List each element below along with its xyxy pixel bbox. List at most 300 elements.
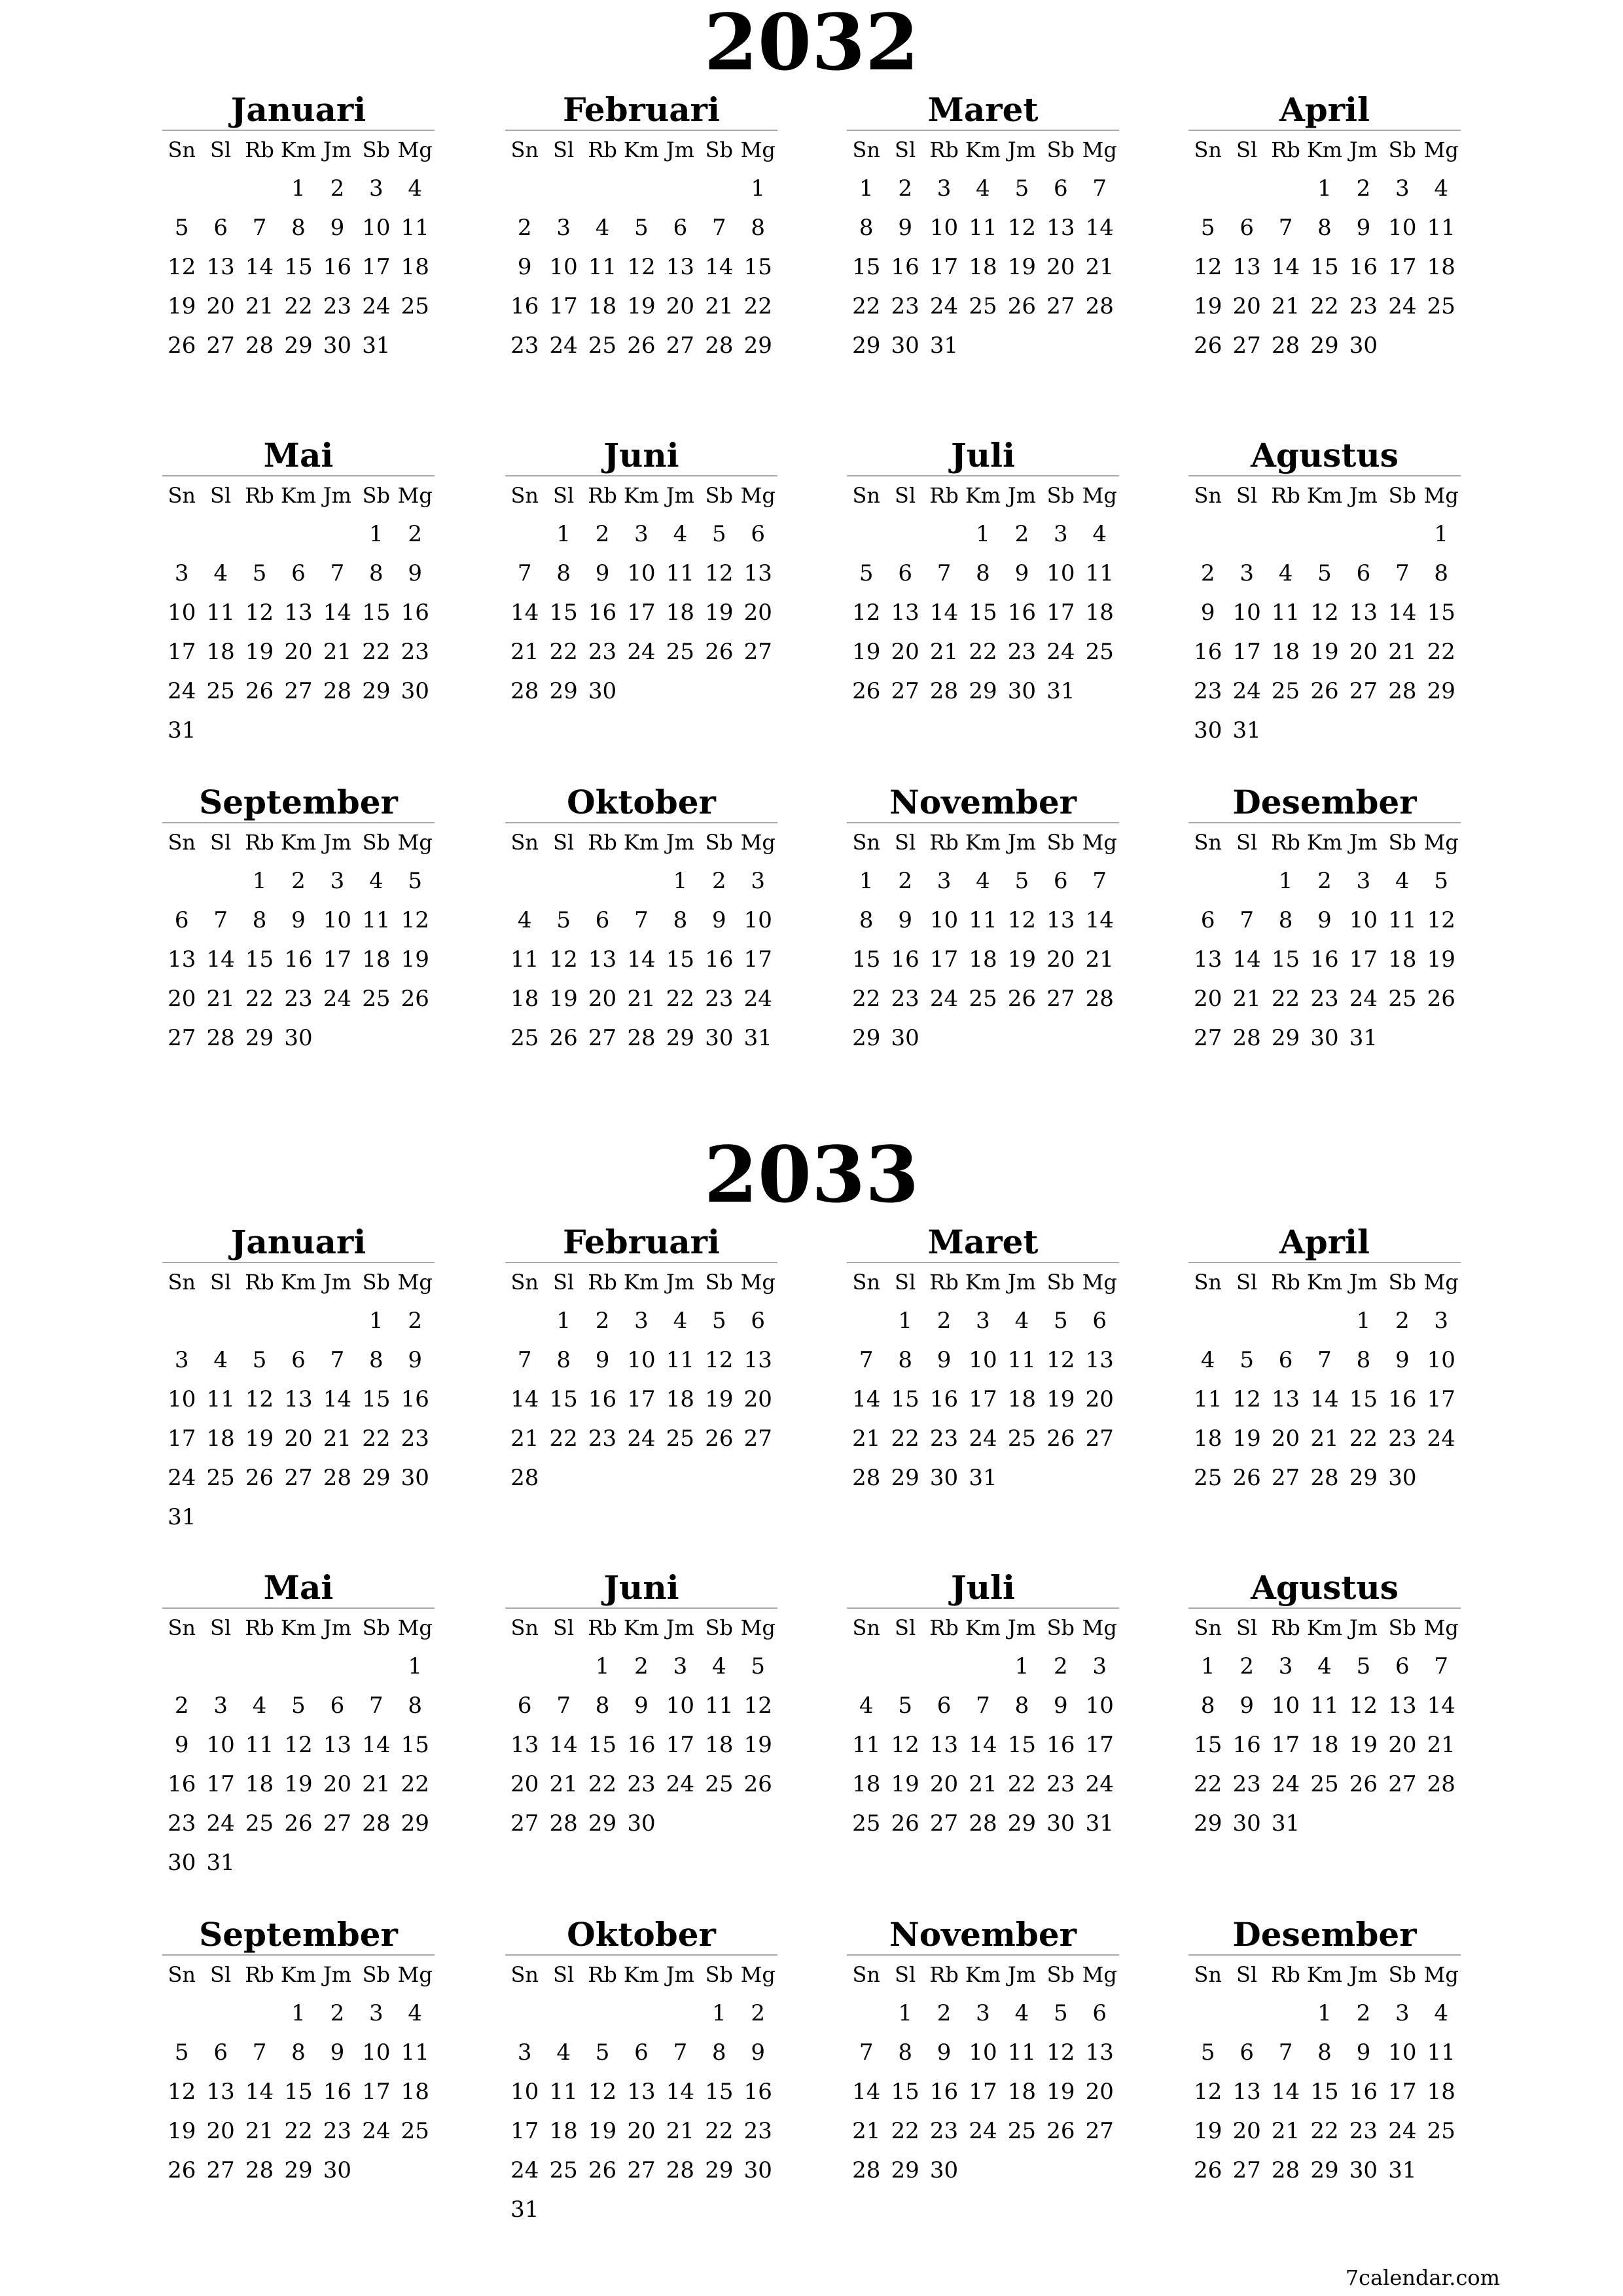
weekday-header: [847, 823, 1119, 861]
day-cell: 2: [1356, 175, 1371, 202]
weekday-label: Km: [965, 483, 1001, 508]
day-cell: 10: [168, 1386, 196, 1412]
month-name: Juli: [847, 436, 1119, 476]
day-cell: 11: [666, 560, 695, 586]
day-cell: 10: [627, 1347, 656, 1373]
day-cell: 20: [929, 1771, 959, 1797]
weekday-label: Sb: [1046, 1615, 1075, 1640]
day-cell: 29: [852, 332, 881, 359]
weekday-label: Jm: [1007, 830, 1036, 855]
day-cell: 23: [401, 639, 429, 665]
weekday-label: Km: [1306, 483, 1343, 508]
day-cell: 28: [969, 1810, 997, 1837]
day-cell: 2: [330, 175, 345, 202]
day-cell: 5: [1014, 175, 1029, 202]
day-cell: 13: [284, 1386, 313, 1412]
month-oktober: [505, 783, 777, 1058]
day-cell: 30: [891, 332, 919, 359]
day-cell: 23: [323, 293, 352, 319]
weekday-label: Sn: [1194, 137, 1222, 162]
week-row: [162, 1804, 435, 1843]
day-cell: 8: [1278, 907, 1293, 933]
day-cell: 21: [245, 293, 274, 319]
day-cell: 15: [1310, 254, 1339, 280]
weekday-label: Km: [280, 137, 317, 162]
day-cell: 25: [588, 332, 617, 359]
week-row: [162, 1458, 435, 1498]
weekday-label: Jm: [323, 1962, 351, 1987]
week-row: [505, 2111, 777, 2151]
weekday-label: Mg: [740, 137, 776, 162]
day-cell: 7: [936, 560, 952, 586]
day-cell: 10: [362, 2039, 391, 2066]
day-cell: 24: [510, 2157, 539, 2183]
day-cell: 27: [929, 1810, 959, 1837]
day-cell: 22: [891, 2118, 919, 2144]
day-cell: 12: [1046, 2039, 1075, 2066]
day-cell: 5: [751, 1653, 766, 1679]
weekday-label: Km: [280, 483, 317, 508]
week-row: [1188, 1018, 1461, 1058]
day-cell: 2: [1014, 521, 1029, 547]
day-cell: 8: [898, 2039, 912, 2066]
day-cell: 2: [1395, 1308, 1410, 1334]
day-cell: 11: [969, 907, 997, 933]
day-cell: 24: [206, 1810, 235, 1837]
day-cell: 26: [1427, 986, 1455, 1012]
weekday-label: Sl: [895, 137, 916, 162]
day-cell: 3: [634, 521, 649, 547]
day-cell: 2: [751, 2000, 766, 2026]
day-cell: 21: [969, 1771, 997, 1797]
day-cell: 25: [1007, 1426, 1037, 1452]
day-cell: 21: [323, 1426, 352, 1452]
day-cell: 6: [1092, 1308, 1107, 1334]
day-cell: 17: [1046, 600, 1075, 626]
week-row: [1188, 940, 1461, 979]
day-cell: 14: [627, 946, 656, 973]
day-cell: 16: [168, 1771, 196, 1797]
weekday-label: Mg: [1423, 483, 1459, 508]
weekday-label: Rb: [588, 137, 617, 162]
day-cell: 10: [1271, 1693, 1300, 1719]
day-cell: 23: [401, 1426, 429, 1452]
day-cell: 7: [517, 1347, 532, 1373]
week-row: [162, 711, 435, 750]
weekday-label: Sb: [705, 830, 734, 855]
day-cell: 14: [510, 1386, 539, 1412]
day-cell: 1: [369, 521, 383, 547]
weekday-label: Rb: [588, 1270, 617, 1295]
weekday-label: Sb: [1388, 830, 1417, 855]
day-cell: 2: [408, 521, 423, 547]
day-cell: 18: [969, 946, 997, 973]
day-cell: 13: [891, 600, 919, 626]
day-cell: 4: [252, 1693, 267, 1719]
weekday-label: Mg: [740, 1962, 776, 1987]
day-cell: 20: [588, 986, 617, 1012]
day-cell: 11: [1388, 907, 1417, 933]
day-cell: 14: [1310, 1386, 1339, 1412]
week-row: [847, 287, 1119, 326]
day-cell: 15: [891, 2079, 919, 2105]
week-row: [847, 2151, 1119, 2190]
week-row: [1188, 593, 1461, 632]
day-cell: 23: [1046, 1771, 1075, 1797]
weekday-label: Sl: [553, 1962, 575, 1987]
day-cell: 15: [969, 600, 997, 626]
day-cell: 18: [1085, 600, 1114, 626]
day-cell: 23: [1310, 986, 1339, 1012]
day-cell: 24: [1232, 678, 1261, 704]
week-row: [505, 1725, 777, 1765]
day-cell: 29: [852, 1025, 881, 1051]
day-cell: 3: [976, 1308, 990, 1334]
day-cell: 26: [1232, 1465, 1261, 1491]
month-desember: [1188, 783, 1461, 1058]
weekday-label: Sl: [1236, 1962, 1258, 1987]
day-cell: 24: [323, 986, 352, 1012]
day-cell: 1: [595, 1653, 610, 1679]
weekday-label: Mg: [1082, 830, 1117, 855]
day-cell: 24: [549, 332, 578, 359]
weekday-label: Jm: [666, 1615, 694, 1640]
day-cell: 30: [705, 1025, 734, 1051]
month-april: [1188, 1223, 1461, 1498]
day-cell: 19: [1427, 946, 1455, 973]
day-cell: 1: [291, 2000, 306, 2026]
week-row: [505, 940, 777, 979]
day-cell: 11: [362, 907, 391, 933]
day-cell: 8: [369, 1347, 383, 1373]
day-cell: 26: [852, 678, 881, 704]
weekday-header: [847, 131, 1119, 169]
day-cell: 16: [891, 946, 919, 973]
day-cell: 26: [627, 332, 656, 359]
day-cell: 3: [634, 1308, 649, 1334]
day-cell: 3: [369, 175, 383, 202]
week-row: [505, 554, 777, 593]
day-cell: 28: [1271, 2157, 1300, 2183]
weekday-label: Sn: [510, 137, 539, 162]
day-cell: 5: [1054, 2000, 1068, 2026]
day-cell: 25: [206, 1465, 235, 1491]
day-cell: 18: [362, 946, 391, 973]
day-cell: 24: [168, 678, 196, 704]
month-januari: [162, 90, 435, 365]
day-cell: 26: [1046, 1426, 1075, 1452]
weekday-header: [847, 476, 1119, 514]
day-cell: 10: [549, 254, 578, 280]
day-cell: 5: [252, 560, 267, 586]
day-cell: 2: [634, 1653, 649, 1679]
day-cell: 28: [206, 1025, 235, 1051]
day-cell: 30: [1046, 1810, 1075, 1837]
day-cell: 14: [1427, 1693, 1455, 1719]
weekday-label: Jm: [666, 1270, 694, 1295]
weekday-label: Sl: [895, 830, 916, 855]
day-cell: 2: [595, 521, 610, 547]
weekday-label: Rb: [929, 830, 959, 855]
day-cell: 29: [1007, 1810, 1037, 1837]
week-row: [162, 287, 435, 326]
day-cell: 13: [1232, 2079, 1261, 2105]
day-cell: 28: [705, 332, 734, 359]
week-row: [1188, 326, 1461, 365]
day-cell: 12: [245, 1386, 274, 1412]
day-cell: 31: [206, 1850, 235, 1876]
weekday-label: Rb: [929, 1615, 959, 1640]
day-cell: 29: [969, 678, 997, 704]
day-cell: 16: [1388, 1386, 1417, 1412]
weekday-label: Sb: [1046, 137, 1075, 162]
month-name: Mai: [162, 436, 435, 476]
month-name: Januari: [162, 1223, 435, 1263]
day-cell: 30: [1007, 678, 1037, 704]
day-cell: 27: [1232, 332, 1261, 359]
day-cell: 10: [969, 2039, 997, 2066]
day-cell: 15: [588, 1732, 617, 1758]
day-cell: 24: [362, 293, 391, 319]
day-cell: 6: [1054, 175, 1068, 202]
day-cell: 28: [1310, 1465, 1339, 1491]
day-cell: 16: [891, 254, 919, 280]
week-row: [505, 287, 777, 326]
weekday-label: Sl: [1236, 137, 1258, 162]
weekday-label: Sb: [1046, 1962, 1075, 1987]
day-cell: 30: [401, 678, 429, 704]
day-cell: 30: [1310, 1025, 1339, 1051]
weekday-label: Rb: [1271, 1270, 1300, 1295]
day-cell: 27: [743, 1426, 772, 1452]
day-cell: 24: [969, 1426, 997, 1452]
day-cell: 31: [1271, 1810, 1300, 1837]
day-cell: 21: [1427, 1732, 1455, 1758]
day-cell: 22: [1194, 1771, 1222, 1797]
day-cell: 22: [852, 986, 881, 1012]
day-cell: 30: [929, 1465, 959, 1491]
week-row: [162, 1498, 435, 1537]
weekday-label: Sb: [1388, 1615, 1417, 1640]
day-cell: 21: [1271, 293, 1300, 319]
day-cell: 22: [1007, 1771, 1037, 1797]
day-cell: 11: [1271, 600, 1300, 626]
day-cell: 12: [549, 946, 578, 973]
day-cell: 6: [517, 1693, 532, 1719]
day-cell: 9: [898, 907, 912, 933]
day-cell: 16: [705, 946, 734, 973]
day-cell: 8: [1434, 560, 1449, 586]
week-row: [847, 672, 1119, 711]
month-name: November: [847, 1915, 1119, 1956]
day-cell: 4: [976, 175, 990, 202]
day-cell: 4: [1014, 1308, 1029, 1334]
day-cell: 5: [408, 868, 423, 894]
weekday-label: Km: [280, 830, 317, 855]
day-cell: 12: [705, 560, 734, 586]
day-cell: 14: [1085, 907, 1114, 933]
day-cell: 30: [1349, 2157, 1378, 2183]
day-cell: 1: [556, 1308, 571, 1334]
day-cell: 8: [712, 2039, 726, 2066]
weekday-label: Km: [1306, 1615, 1343, 1640]
week-row: [1188, 711, 1461, 750]
day-cell: 29: [743, 332, 772, 359]
day-cell: 31: [168, 1504, 196, 1530]
day-cell: 5: [1054, 1308, 1068, 1334]
day-cell: 1: [291, 175, 306, 202]
day-cell: 28: [666, 2157, 695, 2183]
day-cell: 20: [284, 639, 313, 665]
day-cell: 4: [1395, 868, 1410, 894]
day-cell: 7: [976, 1693, 990, 1719]
day-cell: 19: [1007, 254, 1037, 280]
day-cell: 14: [323, 1386, 352, 1412]
weekday-header: [505, 131, 777, 169]
day-cell: 2: [1200, 560, 1215, 586]
day-cell: 25: [1427, 2118, 1455, 2144]
day-cell: 31: [1232, 717, 1261, 744]
day-cell: 11: [588, 254, 617, 280]
week-row: [1188, 1994, 1461, 2033]
month-name: April: [1188, 1223, 1461, 1263]
day-cell: 26: [1349, 1771, 1378, 1797]
day-cell: 18: [666, 600, 695, 626]
day-cell: 17: [1232, 639, 1261, 665]
day-cell: 2: [1317, 868, 1332, 894]
weekday-label: Jm: [666, 1962, 694, 1987]
week-row: [1188, 287, 1461, 326]
day-cell: 13: [1085, 2039, 1114, 2066]
day-cell: 23: [891, 986, 919, 1012]
weekday-label: Sb: [705, 1270, 734, 1295]
day-cell: 24: [1427, 1426, 1455, 1452]
weekday-label: Km: [1306, 830, 1343, 855]
week-row: [847, 326, 1119, 365]
day-cell: 22: [588, 1771, 617, 1797]
week-row: [162, 1686, 435, 1725]
day-cell: 2: [936, 2000, 952, 2026]
day-cell: 25: [245, 1810, 274, 1837]
day-cell: 11: [245, 1732, 274, 1758]
day-cell: 29: [705, 2157, 734, 2183]
weekday-label: Sb: [705, 1615, 734, 1640]
day-cell: 16: [627, 1732, 656, 1758]
day-cell: 26: [549, 1025, 578, 1051]
week-row: [505, 208, 777, 247]
weekday-label: Sl: [553, 137, 575, 162]
day-cell: 3: [517, 2039, 532, 2066]
day-cell: 10: [1388, 215, 1417, 241]
day-cell: 12: [743, 1693, 772, 1719]
week-row: [505, 901, 777, 940]
day-cell: 14: [245, 254, 274, 280]
day-cell: 3: [1054, 521, 1068, 547]
year-title: 2033: [704, 1129, 919, 1220]
weekday-label: Km: [623, 1270, 660, 1295]
day-cell: 17: [510, 2118, 539, 2144]
day-cell: 19: [401, 946, 429, 973]
day-cell: 31: [1085, 1810, 1114, 1837]
day-cell: 9: [174, 1732, 189, 1758]
weekday-label: Sn: [168, 137, 196, 162]
week-row: [1188, 979, 1461, 1018]
weekday-label: Sb: [705, 483, 734, 508]
day-cell: 26: [245, 1465, 274, 1491]
weekday-label: Km: [1306, 1962, 1343, 1987]
day-cell: 24: [666, 1771, 695, 1797]
weekday-label: Jm: [1007, 1270, 1036, 1295]
weekday-label: Rb: [929, 1962, 959, 1987]
day-cell: 28: [510, 678, 539, 704]
day-cell: 31: [362, 332, 391, 359]
day-cell: 30: [929, 2157, 959, 2183]
weekday-label: Mg: [740, 1270, 776, 1295]
weekday-label: Sn: [510, 1270, 539, 1295]
day-cell: 15: [362, 600, 391, 626]
day-cell: 13: [323, 1732, 352, 1758]
day-cell: 29: [284, 332, 313, 359]
day-cell: 4: [976, 868, 990, 894]
day-cell: 1: [898, 2000, 912, 2026]
day-cell: 4: [213, 1347, 228, 1373]
day-cell: 27: [1046, 293, 1075, 319]
day-cell: 9: [1200, 600, 1215, 626]
day-cell: 19: [168, 2118, 196, 2144]
day-cell: 22: [362, 1426, 391, 1452]
weekday-header: [162, 1609, 435, 1647]
day-cell: 31: [929, 332, 959, 359]
day-cell: 1: [1317, 175, 1332, 202]
week-row: [505, 593, 777, 632]
day-cell: 12: [1046, 1347, 1075, 1373]
day-cell: 13: [627, 2079, 656, 2105]
weekday-label: Sb: [1388, 1962, 1417, 1987]
week-row: [162, 208, 435, 247]
month-februari: [505, 1223, 777, 1498]
week-row: [162, 1380, 435, 1419]
day-cell: 22: [891, 1426, 919, 1452]
day-cell: 14: [852, 2079, 881, 2105]
day-cell: 9: [330, 215, 345, 241]
weekday-label: Jm: [1349, 483, 1378, 508]
day-cell: 26: [705, 1426, 734, 1452]
weekday-label: Jm: [1349, 1962, 1378, 1987]
day-cell: 26: [891, 1810, 919, 1837]
day-cell: 22: [1349, 1426, 1378, 1452]
day-cell: 6: [291, 560, 306, 586]
day-cell: 29: [284, 2157, 313, 2183]
day-cell: 1: [751, 175, 766, 202]
day-cell: 10: [627, 560, 656, 586]
week-row: [1188, 1419, 1461, 1458]
weekday-label: Mg: [397, 830, 433, 855]
day-cell: 28: [245, 2157, 274, 2183]
day-cell: 12: [588, 2079, 617, 2105]
weekday-header: [1188, 1956, 1461, 1994]
day-cell: 11: [401, 215, 429, 241]
day-cell: 11: [1427, 2039, 1455, 2066]
weekday-label: Sn: [852, 1270, 880, 1295]
day-cell: 1: [1014, 1653, 1029, 1679]
day-cell: 14: [852, 1386, 881, 1412]
day-cell: 8: [859, 907, 874, 933]
day-cell: 26: [1194, 2157, 1222, 2183]
weekday-label: Sb: [362, 1270, 391, 1295]
day-cell: 16: [323, 2079, 352, 2105]
week-row: [505, 1018, 777, 1058]
weekday-label: Sb: [1388, 1270, 1417, 1295]
